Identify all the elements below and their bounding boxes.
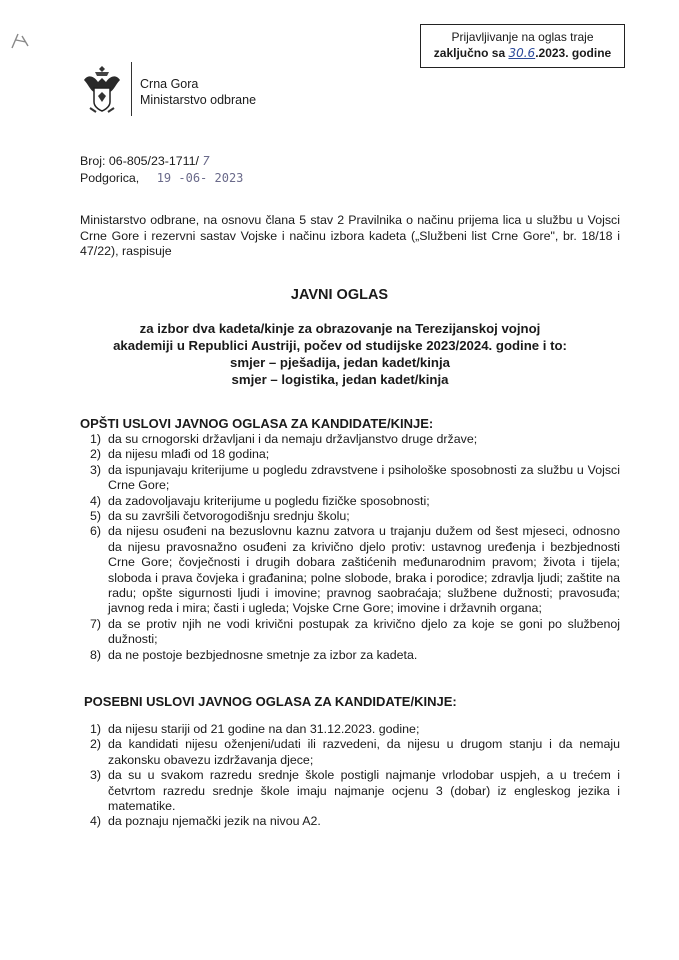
subtitle-line-3: smjer – pješadija, jedan kadet/kinja	[230, 355, 450, 370]
reference-place: Podgorica,	[80, 171, 140, 185]
list-item-text: da su završili četvorogodišnju srednju školu;	[108, 509, 350, 524]
list-item	[90, 509, 620, 524]
list-item-number: 6)	[90, 524, 102, 539]
handwritten-mark	[8, 30, 32, 52]
deadline-notice-box	[420, 24, 625, 68]
list-item	[90, 722, 620, 737]
list-item-text: da se protiv njih ne vodi krivični postupak za krivično djelo za koje se goni po službenoj dužnosti;	[108, 616, 620, 647]
list-item	[90, 524, 620, 616]
date-stamp: 19 -06- 2023	[156, 171, 244, 185]
document-title: JAVNI OGLAS	[290, 287, 389, 303]
list-item	[90, 494, 620, 509]
list-item-text: da zadovoljavaju kriterijume u pogledu fizičke sposobnosti;	[108, 493, 430, 508]
list-item-number: 8)	[90, 647, 102, 662]
document-subtitle	[90, 320, 590, 388]
org-ministry: Ministarstvo odbrane	[140, 93, 257, 107]
document-reference	[80, 153, 243, 187]
header-divider	[131, 62, 132, 116]
list-item-number: 3)	[90, 462, 102, 477]
list-item-number: 1)	[90, 722, 102, 736]
organization-name	[140, 76, 256, 108]
org-country: Crna Gora	[140, 77, 199, 91]
notice-prefix: zaključno sa	[433, 46, 509, 60]
list-item	[90, 737, 620, 768]
list-item-number: 7)	[90, 616, 102, 631]
list-item-text: da su crnogorski državljani i da nemaju državljanstvo druge države;	[108, 432, 478, 446]
notice-line-1: Prijavljivanje na oglas traje	[451, 30, 594, 44]
list-item-text: da ispunjavaju kriterijume u pogledu zdravstvene i psihološke sposobnosti za službu u Vojsci Crne Gore;	[108, 462, 620, 493]
coat-of-arms-icon	[80, 62, 124, 118]
list-item	[90, 617, 620, 648]
special-conditions-list	[90, 722, 620, 830]
list-item-text: da nijesu osuđeni na bezuslovnu kaznu zatvora u trajanju dužem od šest mjeseci, odnosno da nijesu pravosnažno osuđeni za krivično djelo protiv: ustavnog uređenja i bezbjednosti Crne Gore; čovječnosti i drugih dobara zaštićenih međunarodnim pravom; života i tijela; sloboda i prava čovjeka i građanina; polne slobode, braka i porodice; zdravlja ljudi; zaštite na radu; opšte sigurnosti ljudi i imovine; pravnog saobraćaja; službene dužnosti; pravosuđa; javnog reda i mira; časti i ugleda; Vojske Crne Gore; imovine i državnih organa;	[108, 524, 620, 616]
list-item-number: 4)	[90, 814, 102, 829]
reference-place-date	[80, 170, 243, 187]
list-item	[90, 432, 620, 447]
reference-number-text: Broj: 06-805/23-1711/	[80, 154, 199, 168]
reference-handwritten-suffix: 7	[202, 154, 210, 168]
subtitle-line-1: za izbor dva kadeta/kinje za obrazovanje na Terezijanskoj vojnoj	[139, 321, 541, 336]
list-item-number: 2)	[90, 737, 102, 752]
subtitle-line-2: akademiji u Republici Austriji, počev od studijske 2023/2024. godine i to:	[113, 338, 567, 353]
list-item	[90, 768, 620, 814]
list-item-text: da poznaju njemački jezik na nivou A2.	[108, 814, 321, 829]
list-item-text: da nijesu mlađi od 18 godina;	[108, 447, 270, 462]
list-item	[90, 447, 620, 462]
intro-paragraph: Ministarstvo odbrane, na osnovu člana 5 stav 2 Pravilnika o načinu prijema lica u službu u Vojsci Crne Gore i rezervni sastav Vojske i načinu izbora kadeta („Službeni list Crne Gore", br. 18/18 i 47/22), raspisuje	[80, 213, 620, 258]
list-item	[90, 814, 620, 829]
list-item-number: 4)	[90, 493, 102, 508]
list-item-number: 3)	[90, 768, 102, 783]
handwritten-date: 30.6	[508, 46, 536, 60]
subtitle-line-4: smjer – logistika, jedan kadet/kinja	[231, 372, 449, 387]
list-item-text: da ne postoje bezbjednosne smetnje za izbor za kadeta.	[108, 647, 418, 662]
list-item-number: 5)	[90, 509, 102, 524]
list-item	[90, 463, 620, 494]
list-item-number: 1)	[90, 432, 102, 446]
general-conditions-heading: OPŠTI USLOVI JAVNOG OGLASA ZA KANDIDATE/KINJE:	[80, 416, 434, 431]
special-conditions-heading: POSEBNI USLOVI JAVNOG OGLASA ZA KANDIDATE/KINJE:	[84, 694, 457, 709]
list-item-text: da nijesu stariji od 21 godine na dan 31.12.2023. godine;	[108, 722, 420, 736]
notice-suffix: .2023. godine	[535, 46, 612, 60]
notice-line-2	[421, 45, 624, 61]
general-conditions-list	[90, 432, 620, 663]
list-item	[90, 648, 620, 663]
list-item-text: da kandidati nijesu oženjeni/udati ili razvedeni, da nijesu u drugom stanju i da nemaju zakonsku obavezu izdržavanja djece;	[108, 737, 620, 767]
list-item-text: da su u svakom razredu srednje škole postigli najmanje vrlodobar uspjeh, a u trećem i četvrtom razredu srednje škole imaju najmanje ocjenu 3 (dobar) iz engleskog jezika i matematike.	[108, 768, 620, 814]
reference-number	[80, 153, 243, 170]
list-item-number: 2)	[90, 447, 102, 462]
